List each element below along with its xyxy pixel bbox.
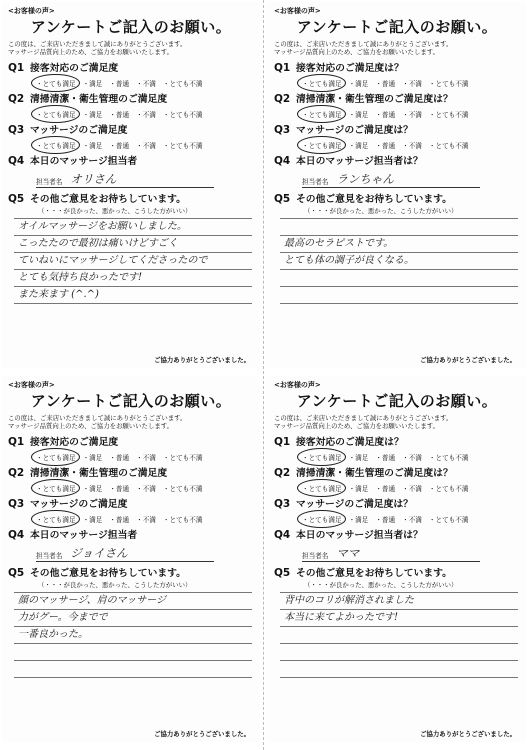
option-unsatisfied[interactable]: ・不満 [136,111,156,119]
question-1 [8,60,254,88]
question-number: Q4 [8,529,25,541]
staff-label: 担当者名 [302,552,329,560]
question-text: その他ご意見をお待ちしています。 [296,568,452,579]
comment-line: 一番良かった。 [14,627,252,644]
staff-label: 担当者名 [36,552,63,560]
option-very-unsatisfied[interactable]: ・とても不満 [162,454,203,462]
card-tag: <お客様の声> [274,381,321,389]
staff-name-field[interactable] [302,546,480,562]
rating-options [36,483,254,493]
question-number: Q4 [274,155,291,167]
option-very-satisfied[interactable]: ・とても満足 [36,142,76,150]
question-text: 本日のマッサージ担当者は？ [296,156,423,167]
question-number: Q5 [8,193,25,205]
option-unsatisfied[interactable]: ・不満 [136,454,156,462]
option-satisfied[interactable]: ・満足 [82,80,103,88]
option-very-unsatisfied[interactable]: ・とても不満 [162,485,203,493]
question-text: 接客対応のご満足度は？ [296,63,404,74]
comment-line: 最高のセラピストです。 [280,236,518,253]
question-number: Q3 [8,124,25,136]
question-number: Q2 [8,93,25,105]
question-number: Q4 [274,529,291,541]
question-number: Q3 [274,124,291,136]
question-number: Q5 [8,567,25,579]
question-text: 接客対応のご満足度は？ [296,437,404,448]
question-text: 清掃清潔・衛生管理のご満足度 [30,94,168,105]
question-hint: （・・・が良かった、悪かった、こうした方がいい） [304,207,458,215]
question-1 [274,60,520,88]
intro-line: マッサージ品質向上のため、ご協力をお願いいたします。 [8,48,174,56]
question-3 [8,122,254,150]
question-hint: （・・・が良かった、悪かった、こうした方がいい） [38,207,192,215]
option-very-satisfied[interactable]: ・とても満足 [302,454,342,462]
staff-name-field[interactable] [36,172,214,188]
option-satisfied[interactable]: ・満足 [82,516,103,524]
option-very-satisfied[interactable]: ・とても満足 [302,485,342,493]
question-number: Q3 [274,498,291,510]
survey-card [2,376,260,742]
card-intro [274,414,520,431]
option-unsatisfied[interactable]: ・不満 [136,516,156,524]
question-5 [274,565,520,678]
card-intro [8,414,254,431]
comment-area[interactable] [280,592,518,678]
card-intro [274,40,520,57]
question-number: Q1 [274,62,291,74]
staff-name-handwritten: ママ [336,546,360,560]
option-unsatisfied[interactable]: ・不満 [402,80,422,88]
intro-line: この度は、ご来店いただきまして誠にありがとうございます。 [274,414,453,422]
intro-line: この度は、ご来店いただきまして誠にありがとうございます。 [274,40,453,48]
option-very-satisfied[interactable]: ・とても満足 [36,111,76,119]
question-4 [8,153,254,188]
question-1 [274,434,520,462]
card-title: アンケートご記入のお願い。 [30,18,232,36]
option-normal[interactable]: ・普通 [375,111,396,119]
rating-options [36,140,254,150]
question-2 [8,91,254,119]
question-text: マッサージのご満足度は？ [296,499,413,510]
comment-line: 力がグー。今までで [14,610,252,627]
rating-options [302,483,520,493]
staff-label: 担当者名 [302,178,329,186]
question-number: Q4 [8,155,25,167]
question-5 [274,191,520,304]
question-text: その他ご意見をお待ちしています。 [30,194,186,205]
option-very-unsatisfied[interactable]: ・とても不満 [428,142,469,150]
comment-line: こったたので最初は痛いけどすごく [14,236,252,253]
staff-name-handwritten: ランちゃん [336,172,394,186]
comment-line: とても体の調子が良くなる。 [280,253,518,270]
survey-card [268,376,526,742]
comment-line: 顔のマッサージ、肩のマッサージ [14,592,252,610]
rating-options [36,78,254,88]
staff-name-handwritten: オリさん [70,172,117,186]
option-normal[interactable]: ・普通 [109,516,130,524]
rating-options [302,140,520,150]
rating-options [302,109,520,119]
comment-line: 本当に来てよかったです! [280,610,518,627]
thank-you-note: ご協力ありがとうございました。 [420,730,516,738]
intro-line: マッサージ品質向上のため、ご協力をお願いいたします。 [274,422,440,430]
option-very-unsatisfied[interactable]: ・とても不満 [428,80,469,88]
question-3 [8,496,254,524]
option-unsatisfied[interactable]: ・不満 [402,111,422,119]
option-very-satisfied[interactable]: ・とても満足 [36,485,76,493]
option-unsatisfied[interactable]: ・不満 [402,516,422,524]
question-text: その他ご意見をお待ちしています。 [30,568,186,579]
question-5 [8,191,254,304]
option-satisfied[interactable]: ・満足 [82,485,103,493]
option-very-satisfied[interactable]: ・とても満足 [302,80,342,88]
option-unsatisfied[interactable]: ・不満 [402,142,422,150]
card-tag: <お客様の声> [274,7,321,15]
comment-line: 背中のコリが解消されました [280,592,518,610]
question-4 [274,153,520,188]
question-hint: （・・・が良かった、悪かった、こうした方がいい） [304,581,458,589]
option-satisfied[interactable]: ・満足 [348,485,369,493]
option-normal[interactable]: ・普通 [375,454,396,462]
thank-you-note: ご協力ありがとうございました。 [420,356,516,364]
option-very-unsatisfied[interactable]: ・とても不満 [162,516,203,524]
question-number: Q1 [8,62,25,74]
option-normal[interactable]: ・普通 [375,142,396,150]
center-cut-line [263,0,264,750]
rating-options [36,109,254,119]
question-2 [274,465,520,493]
staff-name-field[interactable] [36,546,214,562]
survey-card [268,2,526,368]
rating-options [302,452,520,462]
card-tag: <お客様の声> [8,7,55,15]
comment-line [14,644,252,661]
comment-line [280,644,518,661]
question-4 [8,527,254,562]
card-title: アンケートご記入のお願い。 [296,392,498,410]
question-text: 清掃清潔・衛生管理のご満足度は？ [296,94,453,105]
option-satisfied[interactable]: ・満足 [82,454,103,462]
option-very-unsatisfied[interactable]: ・とても不満 [428,111,469,119]
comment-line: オイルマッサージをお願いしました。 [14,218,252,236]
option-very-unsatisfied[interactable]: ・とても不満 [428,454,469,462]
option-unsatisfied[interactable]: ・不満 [136,142,156,150]
question-number: Q3 [8,498,25,510]
thank-you-note: ご協力ありがとうございました。 [154,730,250,738]
option-very-satisfied[interactable]: ・とても満足 [36,454,76,462]
staff-name-field[interactable] [302,172,480,188]
question-number: Q5 [274,193,291,205]
option-normal[interactable]: ・普通 [375,485,396,493]
question-text: マッサージのご満足度 [30,499,128,510]
staff-label: 担当者名 [36,178,63,186]
option-very-satisfied[interactable]: ・とても満足 [302,111,342,119]
comment-line [280,270,518,287]
option-unsatisfied[interactable]: ・不満 [136,80,156,88]
option-satisfied[interactable]: ・満足 [348,142,369,150]
staff-name-handwritten: ジョイさん [70,546,128,560]
option-very-unsatisfied[interactable]: ・とても不満 [162,111,203,119]
question-5 [8,565,254,678]
rating-options [302,78,520,88]
option-satisfied[interactable]: ・満足 [82,142,103,150]
intro-line: マッサージ品質向上のため、ご協力をお願いいたします。 [274,48,440,56]
question-number: Q2 [8,467,25,479]
card-tag: <お客様の声> [8,381,55,389]
thank-you-note: ご協力ありがとうございました。 [154,356,250,364]
comment-area[interactable] [14,592,252,678]
question-text: 接客対応のご満足度 [30,63,119,74]
comment-area[interactable] [280,218,518,304]
question-text: 接客対応のご満足度 [30,437,119,448]
comment-line [280,287,518,304]
option-normal[interactable]: ・普通 [109,454,130,462]
card-title: アンケートご記入のお願い。 [30,392,232,410]
option-very-satisfied[interactable]: ・とても満足 [302,516,342,524]
option-normal[interactable]: ・普通 [375,516,396,524]
question-text: マッサージのご満足度 [30,125,128,136]
option-very-satisfied[interactable]: ・とても満足 [36,80,76,88]
rating-options [302,514,520,524]
intro-line: この度は、ご来店いただきまして誠にありがとうございます。 [8,414,187,422]
rating-options [36,452,254,462]
question-text: マッサージのご満足度は？ [296,125,413,136]
survey-card [2,2,260,368]
option-normal[interactable]: ・普通 [109,111,130,119]
option-normal[interactable]: ・普通 [109,142,130,150]
option-normal[interactable]: ・普通 [375,80,396,88]
question-3 [274,496,520,524]
option-satisfied[interactable]: ・満足 [348,111,369,119]
question-1 [8,434,254,462]
option-satisfied[interactable]: ・満足 [348,80,369,88]
comment-line [280,218,518,236]
option-very-unsatisfied[interactable]: ・とても不満 [162,142,203,150]
question-text: 清掃清潔・衛生管理のご満足度は？ [296,468,453,479]
card-intro [8,40,254,57]
option-satisfied[interactable]: ・満足 [348,454,369,462]
question-hint: （・・・が良かった、悪かった、こうした方がいい） [38,581,192,589]
option-normal[interactable]: ・普通 [109,485,130,493]
question-2 [274,91,520,119]
option-satisfied[interactable]: ・満足 [82,111,103,119]
question-number: Q2 [274,93,291,105]
question-number: Q2 [274,467,291,479]
option-very-unsatisfied[interactable]: ・とても不満 [428,485,469,493]
comment-line [280,627,518,644]
question-number: Q5 [274,567,291,579]
option-very-unsatisfied[interactable]: ・とても不満 [428,516,469,524]
option-normal[interactable]: ・普通 [109,80,130,88]
question-text: 清掃清潔・衛生管理のご満足度 [30,468,168,479]
option-unsatisfied[interactable]: ・不満 [402,454,422,462]
question-text: 本日のマッサージ担当者 [30,530,138,541]
question-text: 本日のマッサージ担当者は？ [296,530,423,541]
question-text: その他ご意見をお待ちしています。 [296,194,452,205]
option-unsatisfied[interactable]: ・不満 [136,485,156,493]
comment-line: また来ます (^.^) [14,287,252,304]
option-very-satisfied[interactable]: ・とても満足 [36,516,76,524]
question-text: 本日のマッサージ担当者 [30,156,138,167]
intro-line: マッサージ品質向上のため、ご協力をお願いいたします。 [8,422,174,430]
question-number: Q1 [274,436,291,448]
option-satisfied[interactable]: ・満足 [348,516,369,524]
option-very-satisfied[interactable]: ・とても満足 [302,142,342,150]
rating-options [36,514,254,524]
question-3 [274,122,520,150]
question-number: Q1 [8,436,25,448]
card-title: アンケートご記入のお願い。 [296,18,498,36]
comment-area[interactable] [14,218,252,304]
option-very-unsatisfied[interactable]: ・とても不満 [162,80,203,88]
intro-line: この度は、ご来店いただきまして誠にありがとうございます。 [8,40,187,48]
comment-line [14,661,252,678]
question-4 [274,527,520,562]
comment-line: とても気持ち良かったです! [14,270,252,287]
comment-line: ていねいにマッサージしてくださったので [14,253,252,270]
comment-line [280,661,518,678]
option-unsatisfied[interactable]: ・不満 [402,485,422,493]
question-2 [8,465,254,493]
